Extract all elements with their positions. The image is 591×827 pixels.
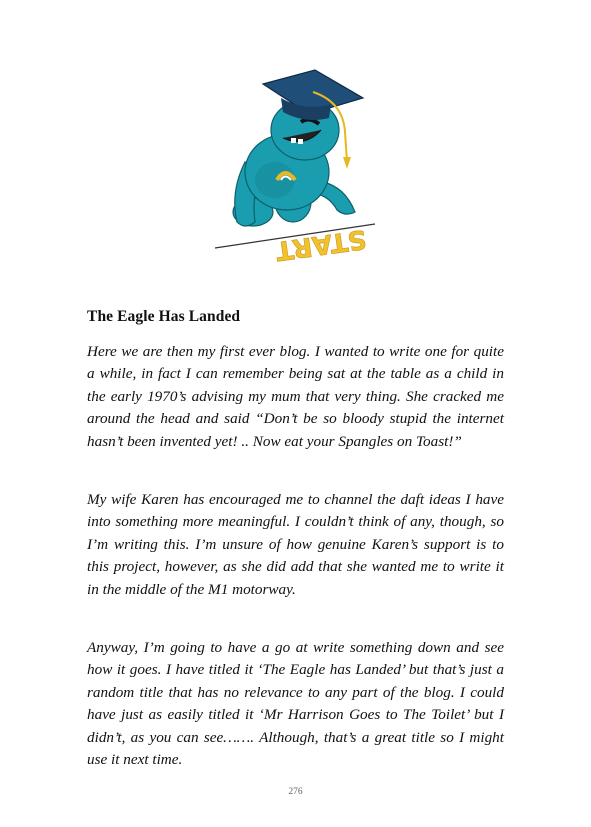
article-title: The Eagle Has Landed: [87, 308, 241, 325]
paragraph-3: Anyway, I’m going to have a go at write something down and see how it goes. I have titled it ‘The Eagle has Landed’ but that’s just a random title that has no relevance to any part of the blog. I could have just as easily titled it ‘Mr Harrison Goes to The Toilet’ but I didn’t, as you can see……. Although, that’s a great title so I might use it next time.: [87, 639, 504, 769]
page-number: 276: [288, 787, 303, 797]
paragraph-2: My wife Karen has encouraged me to channel the daft ideas I have into something more meaningful. I couldn’t think of any, though, so I’m writing this. I’m unsure of how genuine Karen’s support is to this project, however, as she did add that she wanted me to write it in the middle of the M1 motorway.: [87, 491, 504, 598]
paragraph-1: Here we are then my first ever blog. I wanted to write one for quite a while, in fact I can remember being sat at the table as a child in the early 1970’s advising my mum that very thing. She cracked me around the head and said “Don’t be so bloody stupid the internet hasn’t been invented yet! .. Now eat your Spangles on Toast!”: [87, 343, 504, 450]
graduate-mascot-illustration: [205, 62, 385, 272]
start-text: START: [273, 223, 369, 266]
